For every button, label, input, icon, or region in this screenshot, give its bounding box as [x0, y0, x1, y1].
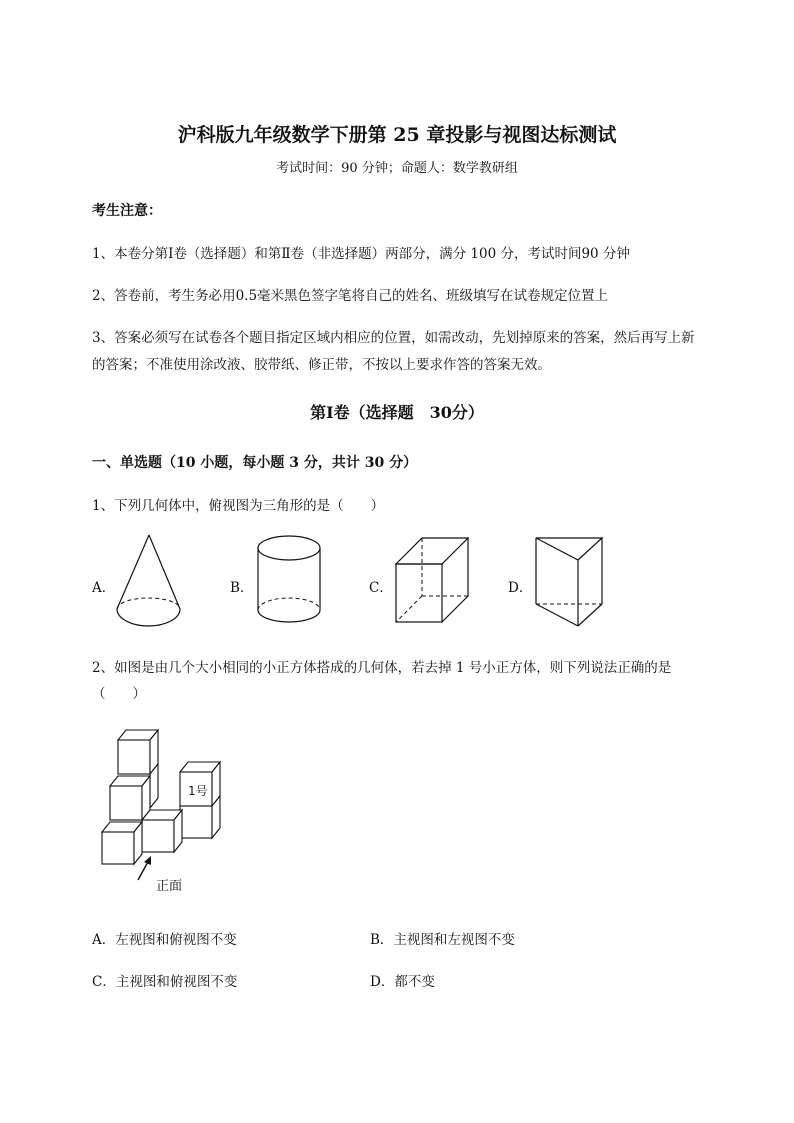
q1-option-c-label: C． [369, 580, 393, 596]
notice-item-2: 2、答卷前，考生务必用0.5毫米黑色签字笔将自己的姓名、班级填写在试卷规定位置上 [92, 288, 609, 304]
subsection-title: 一、单选题（10 小题，每小题 3 分，共计 30 分） [92, 455, 418, 471]
notice-heading: 考生注意： [92, 203, 162, 219]
q1-option-a-label: A． [92, 580, 116, 596]
exam-info: 考试时间：90 分钟；命题人：数学教研组 [276, 161, 518, 176]
q2-option-d: D．都不变 [370, 974, 435, 990]
question-2-stem-cont: （ ） [92, 686, 146, 702]
question-1-stem: 1、下列几何体中，俯视图为三角形的是（ ） [92, 498, 385, 514]
page-title: 沪科版九年级数学下册第 25 章投影与视图达标测试 [177, 124, 617, 146]
q2-option-b: B．主视图和左视图不变 [370, 932, 515, 948]
q1-option-b-label: B． [230, 580, 254, 596]
cube-1-label: 1号 [188, 784, 208, 798]
question-2-stem: 2、如图是由几个大小相同的小正方体搭成的几何体，若去掉 1 号小正方体，则下列说法正确的是 [92, 660, 672, 676]
notice-item-1: 1、本卷分第Ⅰ卷（选择题）和第Ⅱ卷（非选择题）两部分，满分 100 分，考试时间90 分钟 [92, 246, 630, 262]
q1-option-d-label: D． [508, 580, 533, 596]
cylinder-icon [254, 532, 326, 634]
cube-icon [392, 534, 472, 626]
notice-item-3-cont: 的答案；不准使用涂改液、胶带纸、修正带，不按以上要求作答的答案无效。 [92, 357, 551, 373]
q2-option-a: A．左视图和俯视图不变 [92, 932, 237, 948]
cone-icon [110, 532, 186, 632]
stacked-cubes-figure [98, 724, 234, 898]
section-title: 第Ⅰ卷（选择题 30分） [310, 403, 484, 422]
front-view-label: 正面 [156, 879, 183, 894]
triangular-prism-icon [532, 534, 606, 630]
q2-option-c: C．主视图和俯视图不变 [92, 974, 238, 990]
notice-item-3: 3、答案必须写在试卷各个题目指定区域内相应的位置，如需改动，先划掉原来的答案，然后再写上新 [92, 330, 695, 346]
